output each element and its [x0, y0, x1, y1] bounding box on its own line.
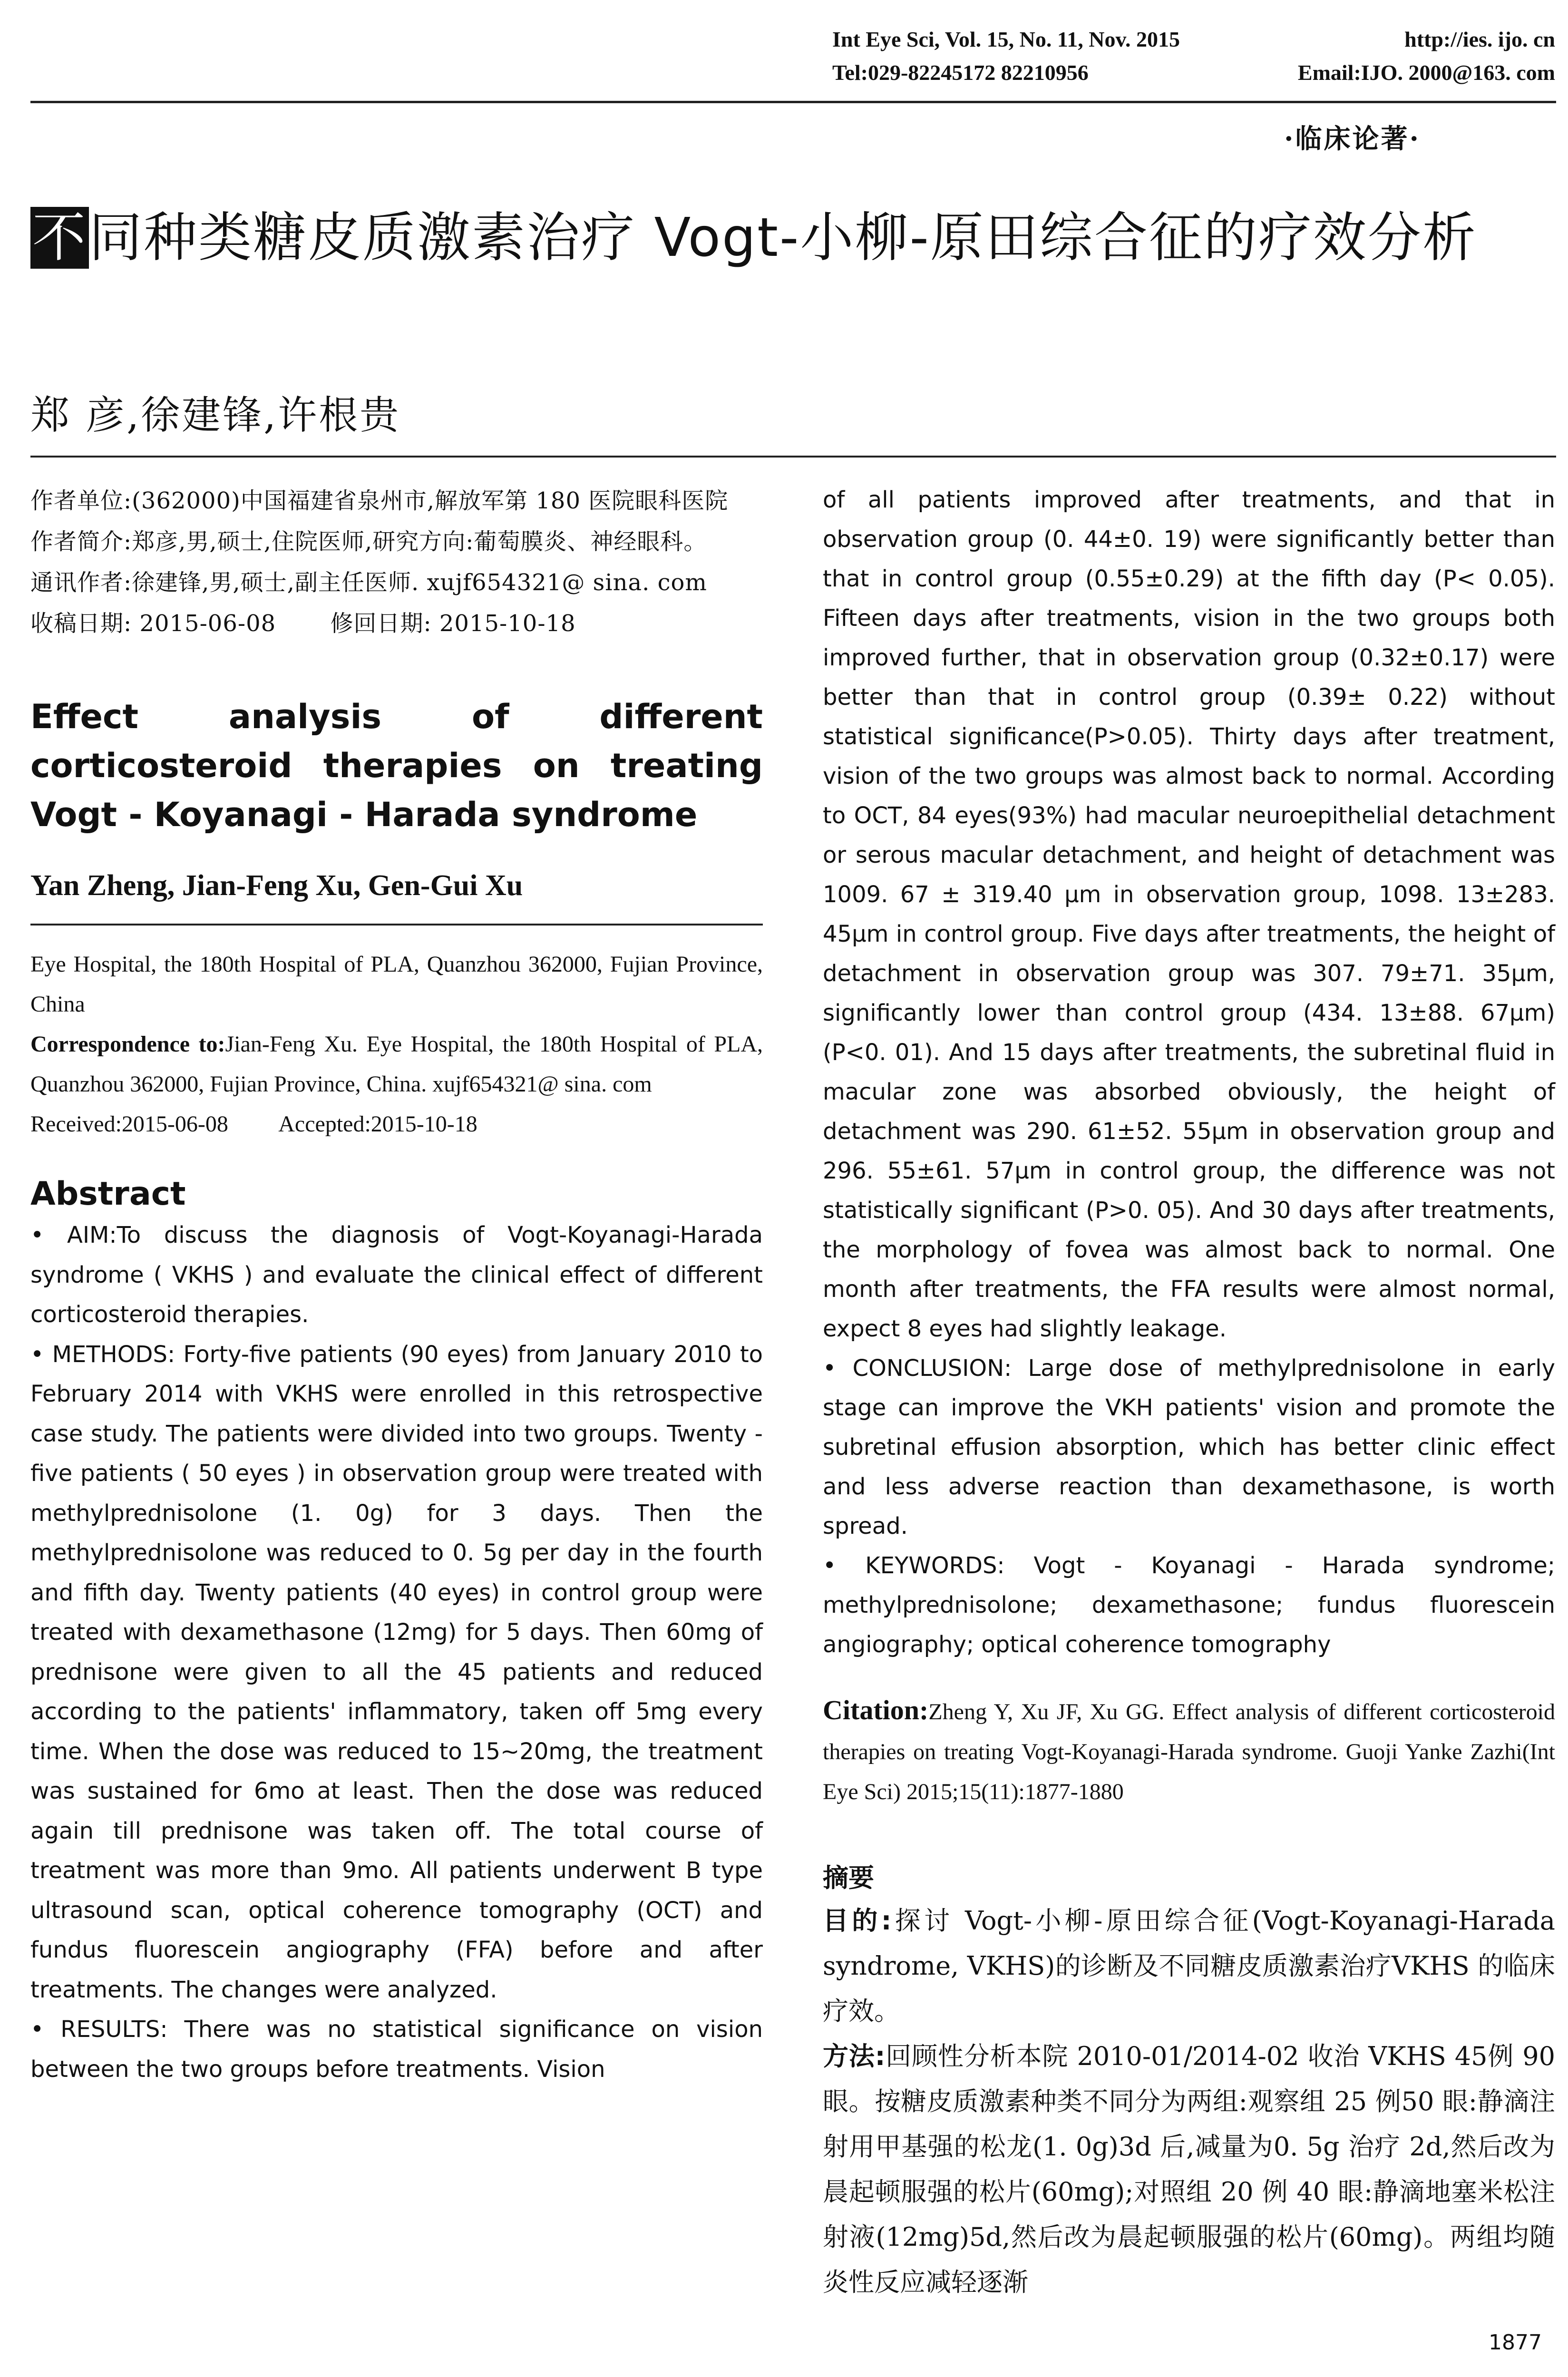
citation-label: Citation: [823, 1695, 929, 1725]
paper-title-cn [30, 200, 1562, 276]
abstract-results-start: • RESULTS: There was no statistical significance on vision between the two groups before treatments. Vision [30, 2016, 763, 2083]
affiliation [30, 945, 763, 1144]
authors-cn: 郑 彦,徐建锋,许根贵 [30, 393, 401, 438]
authors-rule [30, 924, 763, 925]
correspondence-label: Correspondence to: [30, 1032, 225, 1057]
abstract-results-cont: of all patients improved after treatments, and that in observation group (0. 44±0. 19) were significantly better than that in control group (0.55±0.29) at the fifth day (P< 0.05). Fifteen days after treatments, vision in the two groups both improved further, that in observation group (0.32±0.17) were better than that in control group (0.39± 0.22) without statistical significance(P>0.05). Thirty days after treatment, vision of the two groups was almost back to normal. According to OCT, 84 eyes(93%) had macular neuroepithelial detachment or serous macular detachment, and height of detachment was 1009. 67 ± 319.40 μm in observation group, 1098. 13±283. 45μm in control group. Five days after treatments, the height of detachment in observation group was 307. 79±71. 35μm, significantly lower than control group (434. 13±88. 67μm) (P<0. 01). And 15 days after treatments, the subretinal fluid in macular zone was absorbed obviously, the height of detachment was 290. 61±52. 55μm in observation group and 296. 55±61. 57μm in control group, the difference was not statistically significant (P>0. 05). And 30 days after treatments, the morphology of fovea was almost back to normal. One month after treatments, the FFA results were almost normal, expect 8 eyes had slightly leakage. [823, 487, 1555, 1342]
abstract-conclusion: • CONCLUSION: Large dose of methylprednisolone in early stage can improve the VKH patients' vision and promote the subretinal effusion absorption, which has better clinic effect and less adverse reaction than dexamethasone, is worth spread. [823, 1355, 1555, 1539]
cn-abstract [823, 1898, 1555, 2305]
cn-methods-text: 回顾性分析本院 2010-01/2014-02 收治 VKHS 45例 90 眼。按糖皮质激素种类不同分为两组:观察组 25 例50 眼:静滴注射用甲基强的松龙(1. 0g)3d 后,减量为0. 5g 治疗 2d,然后改为晨起顿服强的松片(60mg);对照组 20 例 40 眼:静滴地塞米松注射液(12mg)5d,然后改为晨起顿服强的松片(60mg)。两组均随炎性反应减轻逐渐 [823, 2041, 1555, 2297]
header-rule [30, 101, 1556, 103]
author-info [30, 480, 763, 644]
abstract-right [823, 480, 1555, 1665]
author-dates: 收稿日期: 2015-06-08 修回日期: 2015-10-18 [30, 610, 576, 637]
journal-email[interactable]: Email:IJO. 2000@163. com [1297, 60, 1555, 85]
title-boxed-char: 不 [30, 207, 89, 269]
abstract-heading: Abstract [30, 1175, 186, 1213]
cn-methods-label: 方法: [823, 2041, 886, 2071]
journal-header [832, 23, 1555, 89]
citation-text: Zheng Y, Xu JF, Xu GG. Effect analysis of different corticosteroid therapies on treating Vogt-Koyanagi-Harada syndrome. Guoji Yanke Zazhi(Int Eye Sci) 2015;15(11):1877-1880 [823, 1699, 1555, 1804]
correspondence [30, 1024, 763, 1104]
journal-tel: Tel:029-82245172 82210956 [832, 60, 1089, 85]
author-bio: 作者简介:郑彦,男,硕士,住院医师,研究方向:葡萄膜炎、神经眼科。 [30, 528, 707, 555]
affiliation-text: Eye Hospital, the 180th Hospital of PLA, Quanzhou 362000, Fujian Province, China [30, 952, 763, 1017]
journal-url[interactable]: http://ies. ijo. cn [1404, 27, 1555, 51]
cn-aim-label: 目的: [823, 1906, 892, 1936]
right-column [823, 480, 1555, 2305]
citation [823, 1690, 1555, 1812]
cn-aim-text: 探讨 Vogt-小柳-原田综合征(Vogt-Koyanagi-Harada syndrome, VKHS)的诊断及不同糖皮质激素治疗VKHS 的临床疗效。 [823, 1906, 1555, 2026]
abstract-left [30, 1216, 763, 2089]
abstract-keywords: • KEYWORDS: Vogt - Koyanagi - Harada syndrome; methylprednisolone; dexamethasone; fundus fluorescein angiography; optical coherence tomography [823, 1552, 1555, 1658]
abstract-methods: • METHODS: Forty-five patients (90 eyes) from January 2010 to February 2014 with VKHS were enrolled in this retrospective case study. The patients were divided into two groups. Twenty - five patients ( 50 eyes ) in observation group were treated with methylprednisolone (1. 0g) for 3 days. Then the methylprednisolone was reduced to 0. 5g per day in the fourth and fifth day. Twenty patients (40 eyes) in control group were treated with dexamethasone (12mg) for 5 days. Then 60mg of prednisone were given to all the 45 patients and reduced according to the patients' inflammatory, taken off 5mg every time. When the dose was reduced to 15~20mg, the treatment was sustained for 6mo at least. Then the dose was reduced again till prednisone was taken off. The total course of treatment was more than 9mo. All patients underwent B type ultrasound scan, optical coherence tomography (OCT) and fundus fluorescein angiography (FFA) before and after treatments. The changes were analyzed. [30, 1341, 763, 2003]
received-accepted: Received:2015-06-08 Accepted:2015-10-18 [30, 1111, 477, 1137]
cn-abstract-heading: 摘要 [823, 1863, 874, 1893]
author-corr: 通讯作者:徐建锋,男,硕士,副主任医师. xujf654321@ sina. com [30, 569, 707, 596]
author-unit: 作者单位:(362000)中国福建省泉州市,解放军第 180 医院眼科医院 [30, 487, 729, 514]
cn-abstract-aim [823, 1898, 1555, 2034]
authors-en: Yan Zheng, Jian-Feng Xu, Gen-Gui Xu [30, 869, 523, 902]
correspondence-text: Jian-Feng Xu. Eye Hospital, the 180th Hospital of PLA, Quanzhou 362000, Fujian Province, China. xujf654321@ sina. com [30, 1032, 763, 1097]
cn-abstract-methods [823, 2034, 1555, 2305]
page-number: 1877 [1489, 2330, 1542, 2355]
journal-info: Int Eye Sci, Vol. 15, No. 11, Nov. 2015 [832, 27, 1180, 51]
title-rule [30, 456, 1556, 458]
paper-title-en: Effect analysis of different corticosteroid therapies on treating Vogt - Koyanagi - Harada syndrome [30, 697, 763, 834]
section-label: ·临床论著· [1284, 123, 1421, 155]
abstract-aim: • AIM:To discuss the diagnosis of Vogt-Koyanagi-Harada syndrome ( VKHS ) and evaluate the clinical effect of different corticosteroid therapies. [30, 1222, 763, 1328]
left-column [30, 480, 763, 2089]
title-rest: 同种类糖皮质激素治疗 Vogt-小柳-原田综合征的疗效分析 [89, 207, 1477, 269]
